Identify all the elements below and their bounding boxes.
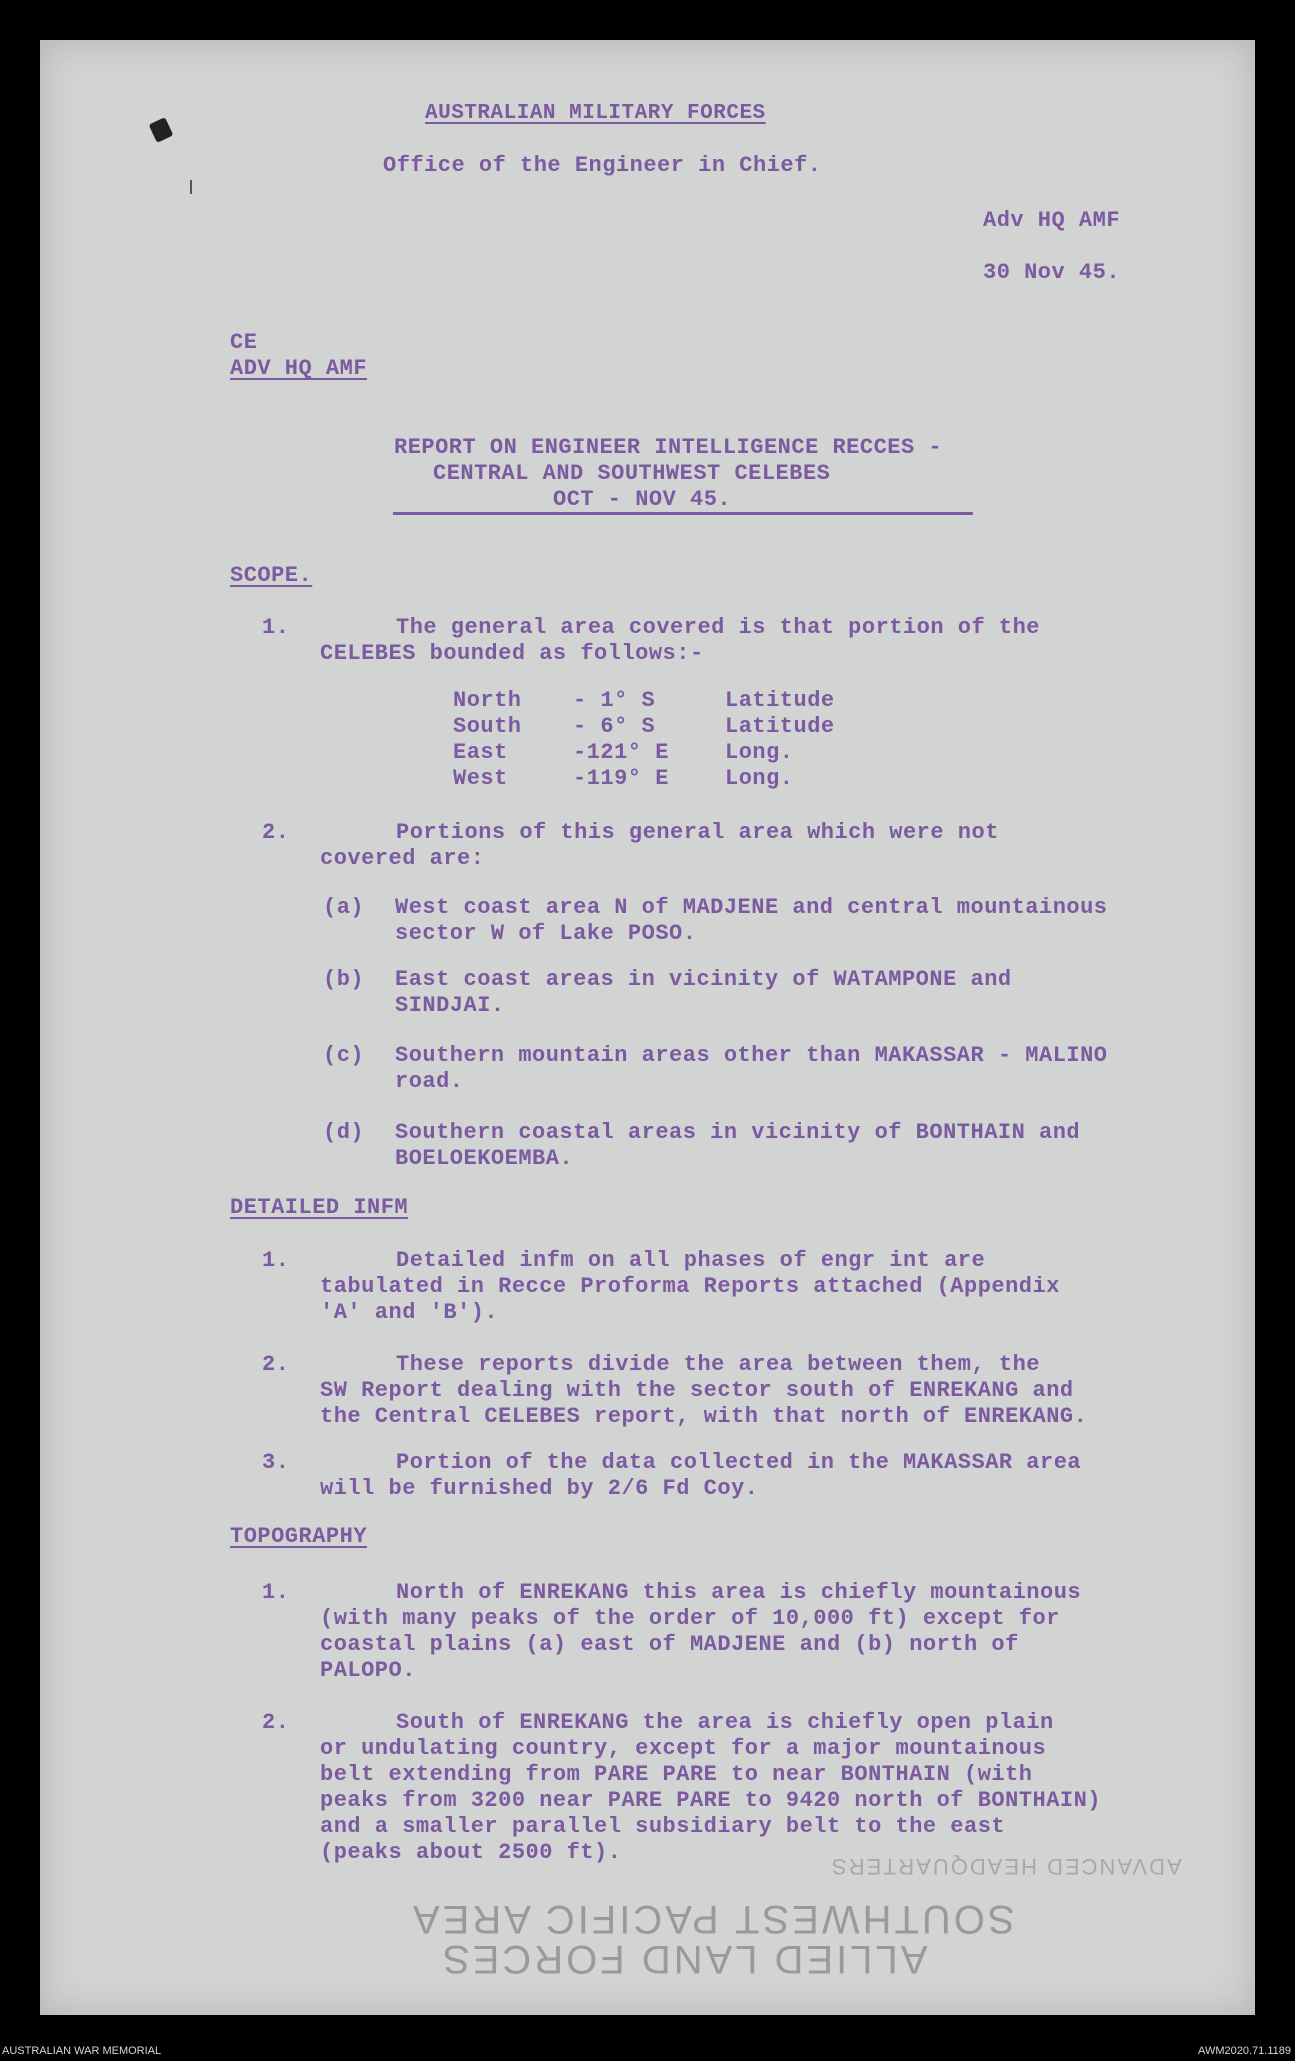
- item-line: Southern coastal areas in vicinity of BONTHAIN and: [395, 1120, 1081, 1145]
- report-title-line1: REPORT ON ENGINEER INTELLIGENCE RECCES -: [394, 435, 943, 460]
- bound-val: - 1° S: [573, 688, 656, 713]
- scope-heading: SCOPE.: [230, 563, 313, 588]
- para-line: the Central CELEBES report, with that north of ENREKANG.: [320, 1404, 1088, 1429]
- org-heading: AUSTRALIAN MILITARY FORCES: [425, 102, 766, 125]
- footer-accession: AWM2020.71.1189: [1198, 2045, 1291, 2057]
- item-label: (a): [323, 895, 365, 920]
- item-line: East coast areas in vicinity of WATAMPONE and: [395, 967, 1012, 992]
- staple-hole: [190, 180, 192, 194]
- bound-val: - 6° S: [573, 714, 656, 739]
- para-line: (with many peaks of the order of 10,000 ft) except for: [320, 1606, 1060, 1631]
- para-line: PALOPO.: [320, 1658, 416, 1683]
- report-title-line3: OCT - NOV 45.: [553, 487, 732, 512]
- bound-kind: Long.: [725, 766, 794, 791]
- item-label: (c): [323, 1043, 365, 1068]
- bound-dir: West: [453, 766, 508, 791]
- item-line: sector W of Lake POSO.: [395, 921, 697, 946]
- para-num: 1.: [262, 1248, 290, 1273]
- para-line: coastal plains (a) east of MADJENE and (b) north of: [320, 1632, 1019, 1657]
- para-line: SW Report dealing with the sector south of ENREKANG and: [320, 1378, 1074, 1403]
- para-num: 2.: [262, 1710, 290, 1735]
- scope-p2-line2: covered are:: [320, 846, 485, 871]
- item-line: BOELOEKOEMBA.: [395, 1146, 574, 1171]
- para-line: peaks from 3200 near PARE PARE to 9420 north of BONTHAIN): [320, 1788, 1102, 1813]
- topography-heading: TOPOGRAPHY: [230, 1524, 368, 1549]
- title-underline: [393, 512, 973, 515]
- bound-kind: Latitude: [725, 714, 835, 739]
- para-line: belt extending from PARE PARE to near BONTHAIN (with: [320, 1762, 1033, 1787]
- stamp-line3: ALLIED LAND FORCES: [440, 1937, 928, 1981]
- para-line: (peaks about 2500 ft).: [320, 1840, 622, 1865]
- location-line: Adv HQ AMF: [983, 208, 1121, 233]
- stamp-line1: ADVANCED HEADQUARTERS: [830, 1854, 1182, 1879]
- office-line: Office of the Engineer in Chief.: [383, 153, 822, 178]
- item-line: SINDJAI.: [395, 993, 505, 1018]
- para-num: 2.: [262, 1352, 290, 1377]
- para-line: will be furnished by 2/6 Fd Coy.: [320, 1476, 759, 1501]
- item-line: Southern mountain areas other than MAKASSAR - MALINO: [395, 1043, 1108, 1068]
- para-line: These reports divide the area between them, the: [396, 1352, 1041, 1377]
- scope-p1-line1: The general area covered is that portion of the: [396, 615, 1041, 640]
- bound-val: -119° E: [573, 766, 669, 791]
- stamp-line2: SOUTHWEST PACIFIC AREA: [410, 1897, 1015, 1941]
- scope-p1-line2: CELEBES bounded as follows:-: [320, 641, 704, 666]
- para-line: tabulated in Recce Proforma Reports attached (Appendix: [320, 1274, 1060, 1299]
- bound-dir: North: [453, 688, 522, 713]
- item-label: (b): [323, 967, 365, 992]
- bound-kind: Latitude: [725, 688, 835, 713]
- report-title-line2: CENTRAL AND SOUTHWEST CELEBES: [433, 461, 831, 486]
- item-label: (d): [323, 1120, 365, 1145]
- bound-kind: Long.: [725, 740, 794, 765]
- addressee-hq: ADV HQ AMF: [230, 356, 368, 381]
- scope-p2-line1: Portions of this general area which were not: [396, 820, 999, 845]
- bound-val: -121° E: [573, 740, 669, 765]
- para-line: Detailed infm on all phases of engr int are: [396, 1248, 986, 1273]
- para-line: Portion of the data collected in the MAKASSAR area: [396, 1450, 1082, 1475]
- scope-p1-num: 1.: [262, 615, 290, 640]
- addressee-ce: CE: [230, 330, 258, 355]
- detailed-heading: DETAILED INFM: [230, 1195, 409, 1220]
- item-line: road.: [395, 1069, 464, 1094]
- footer-credit: AUSTRALIAN WAR MEMORIAL: [2, 2045, 162, 2057]
- date-line: 30 Nov 45.: [983, 260, 1121, 285]
- para-line: and a smaller parallel subsidiary belt to the east: [320, 1814, 1006, 1839]
- para-num: 3.: [262, 1450, 290, 1475]
- para-line: North of ENREKANG this area is chiefly mountainous: [396, 1580, 1082, 1605]
- para-line: South of ENREKANG the area is chiefly open plain: [396, 1710, 1054, 1735]
- item-line: West coast area N of MADJENE and central mountainous: [395, 895, 1108, 920]
- para-line: or undulating country, except for a major mountainous: [320, 1736, 1047, 1761]
- para-num: 1.: [262, 1580, 290, 1605]
- scope-p2-num: 2.: [262, 820, 290, 845]
- bound-dir: South: [453, 714, 522, 739]
- para-line: 'A' and 'B').: [320, 1300, 499, 1325]
- bound-dir: East: [453, 740, 508, 765]
